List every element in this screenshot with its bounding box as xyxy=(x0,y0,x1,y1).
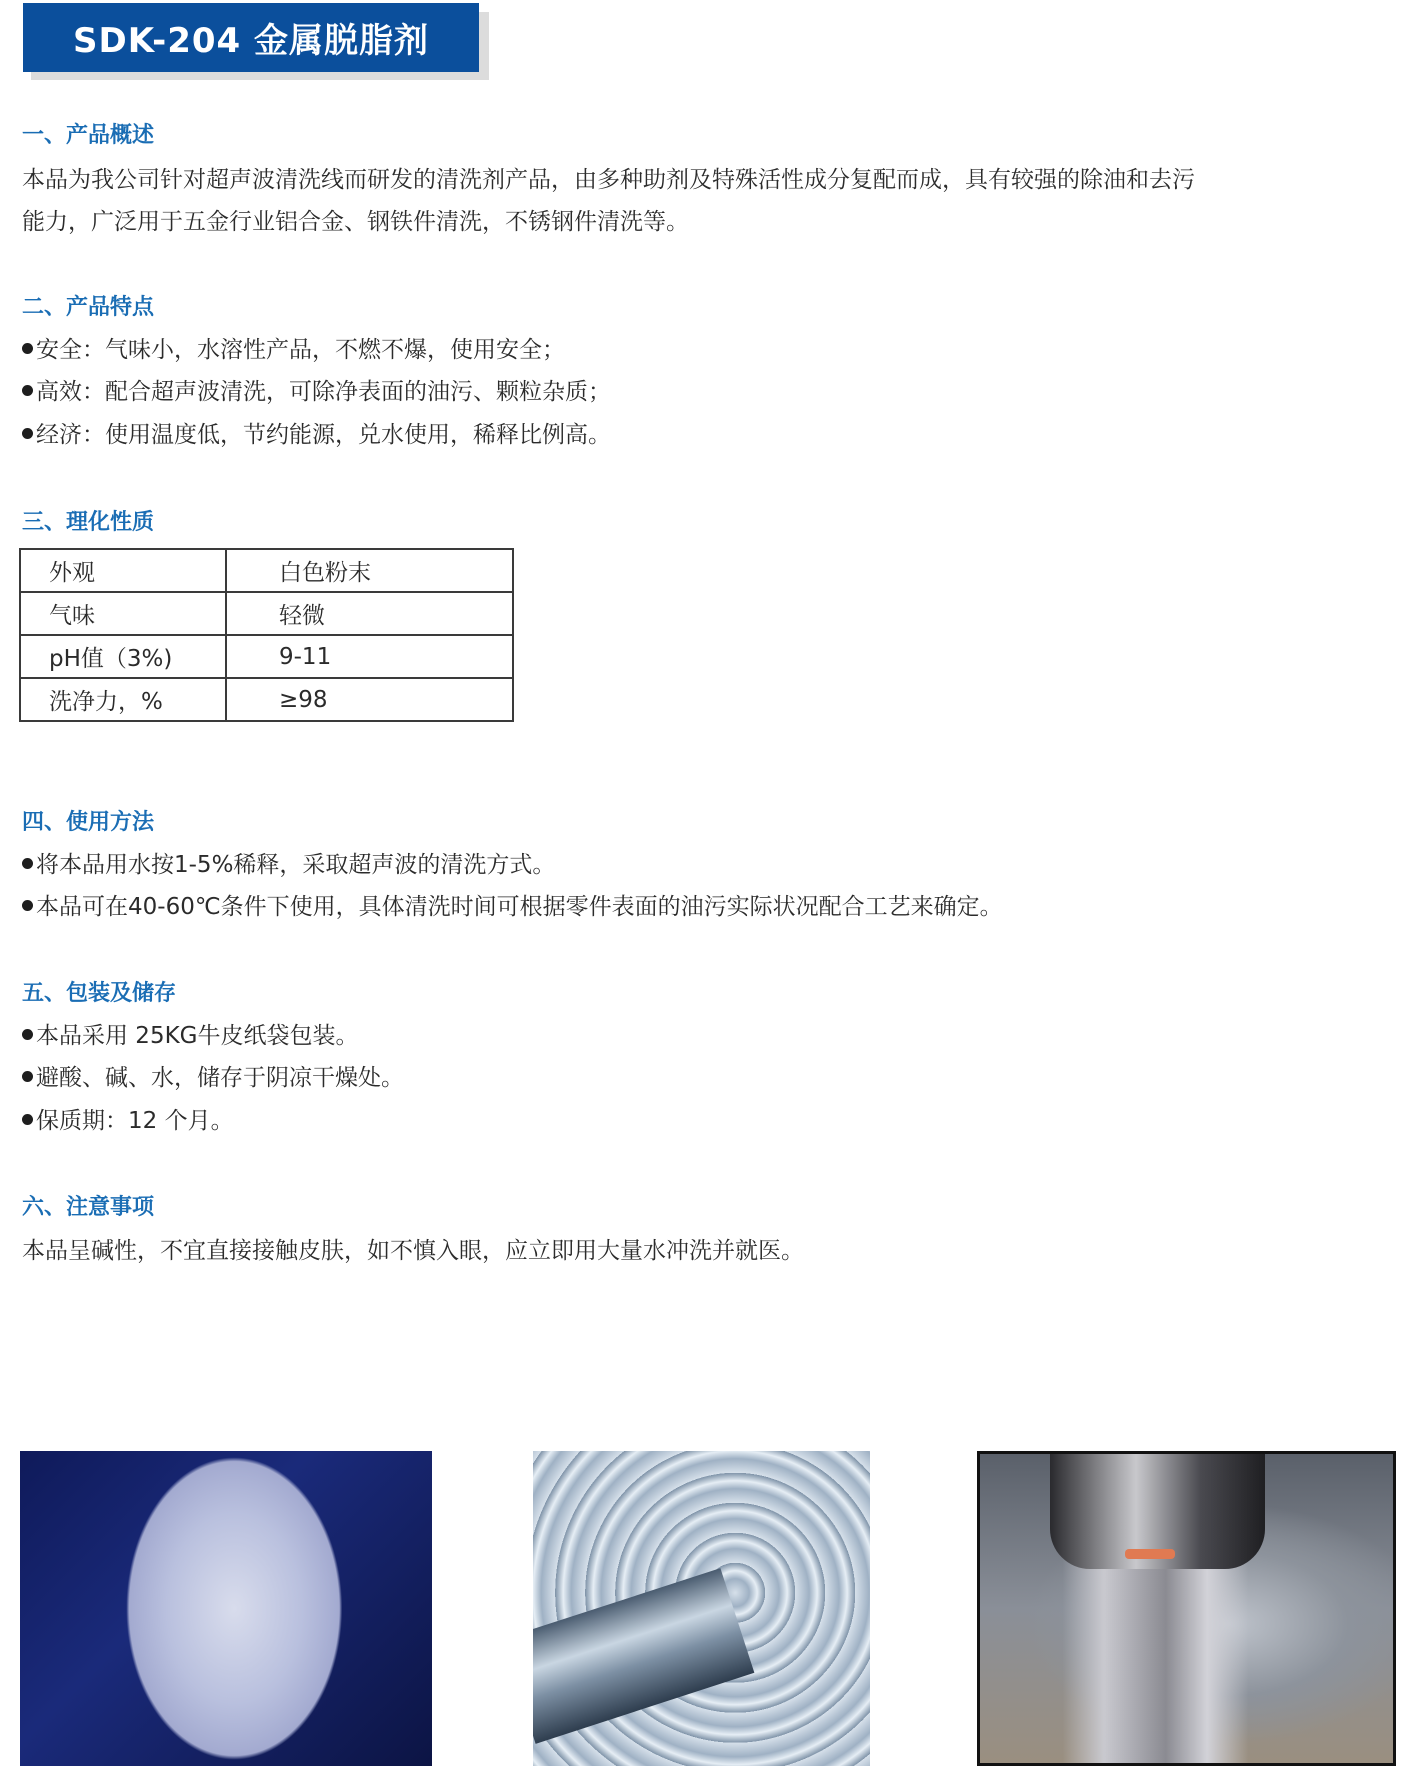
table-row xyxy=(20,549,513,592)
usage-item xyxy=(22,892,1003,922)
table-row xyxy=(20,592,513,635)
feature-item xyxy=(22,377,611,407)
property-key: 气味 xyxy=(20,592,226,635)
bullet-icon xyxy=(22,900,33,911)
packaging-item xyxy=(22,1021,358,1051)
feature-item xyxy=(22,420,611,450)
heading-packaging: 五、包装及储存 xyxy=(22,981,177,1006)
heading-usage: 四、使用方法 xyxy=(22,810,155,835)
feature-text: 安全：气味小，水溶性产品，不燃不爆，使用安全； xyxy=(36,337,565,363)
bullet-icon xyxy=(22,385,33,396)
packaging-item xyxy=(22,1106,234,1136)
photo-shaft-shape xyxy=(533,1568,754,1744)
feature-text: 高效：配合超声波清洗，可除净表面的油污、颗粒杂质； xyxy=(36,379,611,405)
bullet-icon xyxy=(22,858,33,869)
notes-line: 本品呈碱性，不宜直接接触皮肤，如不慎入眼，应立即用大量水冲洗并就医。 xyxy=(22,1238,804,1264)
feature-item xyxy=(22,335,565,365)
bullet-icon xyxy=(22,1029,33,1040)
heading-properties: 三、理化性质 xyxy=(22,510,155,535)
table-row xyxy=(20,678,513,721)
properties-table xyxy=(19,548,514,722)
photo-lathe-chuck xyxy=(533,1451,870,1766)
bullet-icon xyxy=(22,428,33,439)
property-key: pH值（3%) xyxy=(20,635,226,678)
usage-text: 将本品用水按1-5%稀释，采取超声波的清洗方式。 xyxy=(36,852,556,878)
photo-metal-flange xyxy=(20,1451,432,1766)
packaging-text: 保质期：12 个月。 xyxy=(36,1108,234,1134)
property-value: 9-11 xyxy=(226,635,513,678)
bullet-icon xyxy=(22,343,33,354)
overview-line-1: 本品为我公司针对超声波清洗线而研发的清洗剂产品，由多种助剂及特殊活性成分复配而成，具有较强的除油和去污 xyxy=(22,167,1195,193)
packaging-item xyxy=(22,1063,404,1093)
heading-features: 二、产品特点 xyxy=(22,295,155,320)
packaging-text: 本品采用 25KG牛皮纸袋包装。 xyxy=(36,1023,359,1049)
usage-text: 本品可在40-60℃条件下使用，具体清洗时间可根据零件表面的油污实际状况配合工艺来确定。 xyxy=(36,894,1003,920)
overview-line-2: 能力，广泛用于五金行业铝合金、钢铁件清洗，不锈钢件清洗等。 xyxy=(22,209,689,235)
heading-notes: 六、注意事项 xyxy=(22,1195,155,1220)
property-value: 白色粉末 xyxy=(226,549,513,592)
property-key: 外观 xyxy=(20,549,226,592)
bullet-icon xyxy=(22,1114,33,1125)
bullet-icon xyxy=(22,1071,33,1082)
property-key: 洗净力，% xyxy=(20,678,226,721)
photo-glow-shape xyxy=(1125,1549,1175,1559)
property-value: ≥98 xyxy=(226,678,513,721)
property-value: 轻微 xyxy=(226,592,513,635)
packaging-text: 避酸、碱、水，储存于阴凉干燥处。 xyxy=(36,1065,404,1091)
heading-overview: 一、产品概述 xyxy=(22,123,155,148)
product-title: SDK-204 金属脱脂剂 xyxy=(23,3,479,72)
feature-text: 经济：使用温度低，节约能源，兑水使用，稀释比例高。 xyxy=(36,422,611,448)
photo-cnc-spindle xyxy=(977,1451,1396,1766)
table-row xyxy=(20,635,513,678)
usage-item xyxy=(22,850,555,880)
